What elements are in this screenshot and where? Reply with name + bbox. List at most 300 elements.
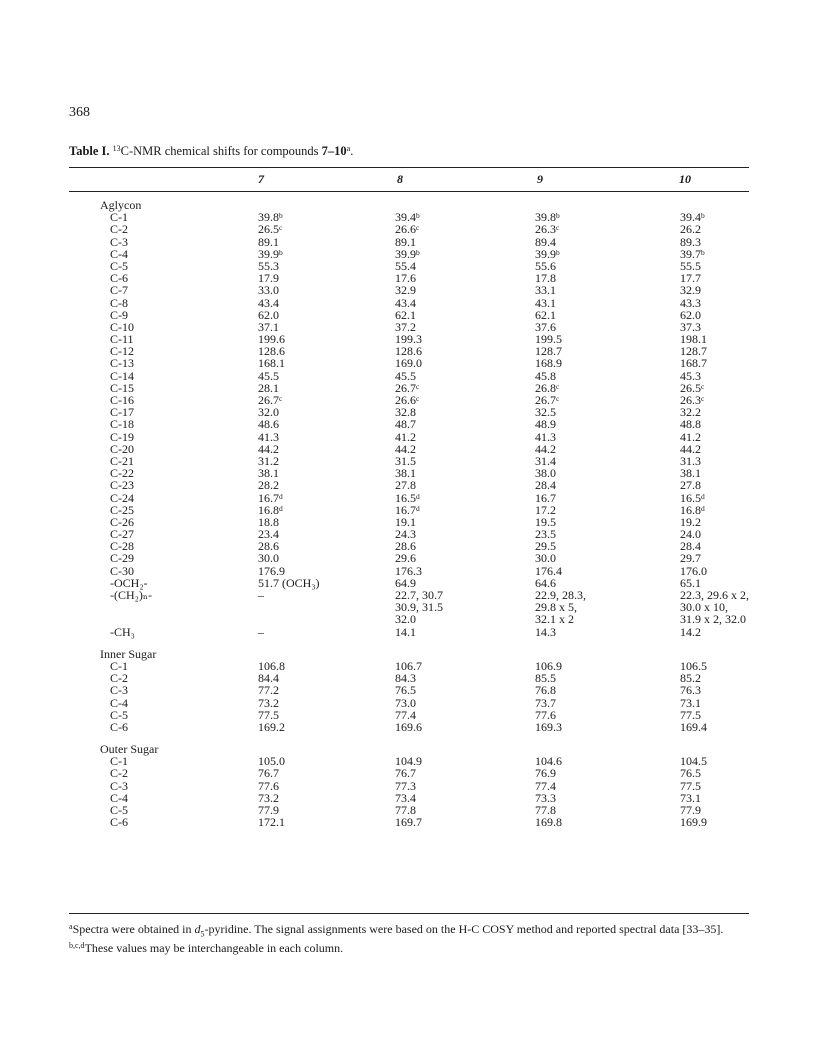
shift-number: 43.4	[395, 295, 416, 310]
shift-number: 19.1	[395, 514, 416, 529]
carbon-label: C-2	[110, 671, 128, 686]
shift-value-10	[680, 626, 701, 638]
shift-number: 32.5	[535, 405, 556, 420]
carbon-label: C-2	[110, 222, 128, 237]
shift-number: 73.1	[680, 790, 701, 805]
shift-number: 73.7	[535, 695, 556, 710]
shift-number: 55.5	[680, 258, 701, 273]
shift-number: 77.6	[258, 778, 279, 793]
shift-number: 38.1	[395, 466, 416, 481]
shift-number: 26.3	[680, 393, 701, 407]
shift-number: 85.2	[680, 671, 701, 686]
shift-number: 31.3	[680, 453, 701, 468]
shift-number: 17.2	[535, 502, 556, 517]
shift-value-10	[680, 816, 707, 828]
shift-number: 168.1	[258, 356, 285, 371]
shift-value-7	[258, 816, 285, 828]
footnote-part1: Spectra were obtained in	[72, 922, 195, 936]
carbon-label: C-5	[110, 803, 128, 817]
shift-number: 16.7	[258, 490, 279, 505]
shift-number: 168.9	[535, 356, 562, 371]
shift-number: 104.5	[680, 754, 707, 769]
shift-number: 62.1	[395, 307, 416, 322]
interchangeable-mark: c	[701, 394, 705, 403]
carbon-label: C-1	[110, 754, 128, 769]
shift-number: 169.4	[680, 719, 707, 734]
interchangeable-mark: b	[416, 211, 420, 221]
shift-number: 32.9	[680, 283, 701, 298]
shift-number: 39.8	[535, 210, 556, 225]
carbon-label: C-19	[110, 429, 134, 444]
carbon-label: C-4	[110, 790, 128, 805]
footnote-mark-bcd: b,c,d	[69, 941, 85, 951]
table-bottom-rule	[69, 913, 749, 914]
shift-number: 44.2	[535, 441, 556, 456]
shift-number: 77.9	[258, 803, 279, 817]
carbon-label: C-5	[110, 258, 128, 273]
shift-number: 77.5	[680, 707, 701, 722]
interchangeable-mark: c	[701, 381, 705, 391]
shift-number: 17.7	[680, 271, 701, 286]
page-number: 368	[69, 105, 90, 120]
shift-number: 89.3	[680, 234, 701, 249]
shift-value-8	[395, 816, 422, 828]
shift-number: 65.1	[680, 575, 701, 590]
interchangeable-mark: c	[279, 394, 283, 403]
shift-number: 48.9	[535, 417, 556, 432]
shift-number: 73.3	[535, 790, 556, 805]
carbon-label: C-1	[110, 658, 128, 673]
shift-value-9	[535, 816, 562, 828]
shift-number: 76.3	[680, 683, 701, 698]
shift-number: 76.5	[395, 683, 416, 698]
shift-number: 176.9	[258, 563, 285, 578]
shift-number: 41.3	[258, 429, 279, 444]
shift-number: 43.4	[258, 295, 279, 310]
shift-number: 23.5	[535, 527, 556, 542]
table-caption	[69, 144, 353, 159]
shift-number: 169.0	[395, 356, 422, 371]
shift-number: 62.1	[535, 307, 556, 322]
shift-value-10	[680, 721, 707, 733]
shift-number: 55.6	[535, 258, 556, 273]
shift-number: 104.9	[395, 754, 422, 769]
shift-number: 76.7	[258, 766, 279, 781]
shift-number: 76.9	[535, 766, 556, 781]
carbon-label: C-24	[110, 490, 134, 505]
section-heading: Outer Sugar	[100, 742, 159, 757]
shift-number: 76.5	[680, 766, 701, 781]
shift-value-9	[535, 626, 556, 638]
section-heading: Inner Sugar	[100, 646, 157, 661]
shift-number: 39.9	[258, 246, 279, 261]
shift-number: 84.3	[395, 671, 416, 686]
shift-number: 22.9, 28.3,	[535, 588, 586, 602]
carbon-label: C-3	[110, 778, 128, 793]
carbon-label: C-18	[110, 417, 134, 432]
shift-number: 22.7, 30.7	[395, 588, 443, 602]
shift-number: 26.6	[395, 393, 416, 407]
section-spacer	[69, 638, 749, 648]
carbon-label: C-6	[110, 719, 128, 734]
shift-number: 169.9	[680, 815, 707, 830]
shift-number: 38.0	[535, 466, 556, 481]
shift-number: 105.0	[258, 754, 285, 769]
shift-value-7	[258, 589, 264, 601]
carbon-label: C-26	[110, 514, 134, 529]
interchangeable-mark: d	[701, 491, 705, 501]
shift-number: 89.4	[535, 234, 556, 249]
shift-number: 16.8	[258, 502, 279, 517]
shift-number: 28.6	[258, 539, 279, 554]
interchangeable-mark: b	[279, 211, 283, 221]
shift-number: 30.0 x 10,	[680, 600, 728, 615]
shift-number: 39.4	[680, 210, 701, 225]
shift-number: –	[258, 588, 264, 602]
carbon-label: C-25	[110, 502, 134, 517]
column-header-10: 10	[679, 172, 691, 186]
shift-number: 128.7	[680, 344, 707, 359]
shift-number: 176.4	[535, 563, 562, 578]
caption-isotope-superscript: 13	[112, 144, 121, 153]
shift-number: 169.6	[395, 719, 422, 734]
shift-number: 39.8	[258, 210, 279, 225]
shift-number: 26.7	[395, 380, 416, 395]
shift-number: 16.7	[395, 502, 416, 517]
shift-number: 31.2	[258, 453, 279, 468]
interchangeable-mark: c	[556, 394, 560, 403]
shift-value-7	[258, 577, 320, 589]
shift-number: 27.8	[395, 478, 416, 493]
shift-number: 27.8	[680, 478, 701, 493]
shift-value-8	[395, 721, 422, 733]
caption-compounds: 7–10	[321, 144, 347, 158]
shift-number: 45.5	[395, 368, 416, 383]
shift-number: 37.3	[680, 319, 701, 334]
interchangeable-mark: d	[416, 491, 420, 501]
shift-number: 76.7	[395, 766, 416, 781]
shift-number: 106.8	[258, 658, 285, 673]
shift-number: 199.3	[395, 332, 422, 347]
table-header-row	[69, 172, 749, 188]
shift-number: 39.9	[395, 246, 416, 261]
shift-number: 45.5	[258, 368, 279, 383]
shift-number: 85.5	[535, 671, 556, 686]
shift-number: 14.3	[535, 624, 556, 639]
interchangeable-mark: c	[556, 223, 560, 233]
shift-number: 62.0	[258, 307, 279, 322]
carbon-label: -OCH₂-	[110, 575, 148, 590]
shift-number: 30.0	[258, 551, 279, 566]
carbon-label: C-12	[110, 344, 134, 359]
shift-number: 198.1	[680, 332, 707, 347]
shift-number: 30.9, 31.5	[395, 600, 443, 615]
shift-number: 76.8	[535, 683, 556, 698]
shift-number: 29.5	[535, 539, 556, 554]
carbon-label: C-22	[110, 466, 134, 481]
shift-number: 26.6	[395, 222, 416, 237]
table-row	[69, 816, 749, 828]
shift-number: 39.4	[395, 210, 416, 225]
interchangeable-mark: d	[279, 491, 283, 501]
shift-number: 77.5	[258, 707, 279, 722]
shift-number: 77.3	[395, 778, 416, 793]
carbon-label: C-7	[110, 283, 128, 298]
shift-number: 26.2	[680, 222, 701, 237]
shift-number: 73.2	[258, 790, 279, 805]
shift-number: 32.0	[395, 612, 416, 627]
shift-number: 28.4	[535, 478, 556, 493]
carbon-label: C-29	[110, 551, 134, 566]
shift-number: 169.3	[535, 719, 562, 734]
shift-number: 24.0	[680, 527, 701, 542]
footnote-part2: -pyridine. The signal assignments were based on the H-C COSY method and reported spectral data [33–35].	[204, 922, 724, 936]
shift-number: 28.1	[258, 380, 279, 395]
carbon-label: C-27	[110, 527, 134, 542]
table-footnote	[69, 922, 749, 956]
shift-number: 38.1	[258, 466, 279, 481]
interchangeable-mark: d	[416, 503, 420, 513]
shift-number: 30.0	[535, 551, 556, 566]
column-header-9: 9	[537, 172, 543, 186]
shift-number: 41.2	[395, 429, 416, 444]
shift-number: 33.0	[258, 283, 279, 298]
shift-number: 73.1	[680, 695, 701, 710]
shift-number: 89.1	[258, 234, 279, 249]
shift-number: 26.3	[535, 222, 556, 237]
shift-number: 29.6	[395, 551, 416, 566]
shift-number: 176.3	[395, 563, 422, 578]
shift-number: 44.2	[395, 441, 416, 456]
shift-number: 14.2	[680, 624, 701, 639]
shift-number: 17.8	[535, 271, 556, 286]
table-top-rule	[69, 167, 749, 168]
carbon-label: C-8	[110, 295, 128, 310]
shift-number: 45.3	[680, 368, 701, 383]
shift-number: 32.8	[395, 405, 416, 420]
shift-number: 106.7	[395, 658, 422, 673]
shift-number: 31.5	[395, 453, 416, 468]
interchangeable-mark: c	[556, 381, 560, 391]
shift-number: 26.7	[258, 393, 279, 407]
shift-number: 16.8	[680, 502, 701, 517]
shift-number: 55.4	[395, 258, 416, 273]
carbon-label: C-15	[110, 380, 134, 395]
shift-number: 32.9	[395, 283, 416, 298]
shift-number: 176.0	[680, 563, 707, 578]
shift-number: 168.7	[680, 356, 707, 371]
shift-number: 28.4	[680, 539, 701, 554]
shift-number: 128.6	[395, 344, 422, 359]
caption-text: C-NMR chemical shifts for compounds	[120, 144, 322, 158]
shift-number: 26.5	[680, 380, 701, 395]
shift-number: 26.7	[535, 393, 556, 407]
shift-number: 41.3	[535, 429, 556, 444]
carbon-label: C-5	[110, 707, 128, 722]
carbon-label: C-17	[110, 405, 134, 420]
table-header-rule	[69, 191, 749, 192]
shift-number: 32.2	[680, 405, 701, 420]
interchangeable-mark: c	[416, 381, 420, 391]
table-row	[69, 626, 749, 638]
interchangeable-mark: c	[416, 223, 420, 233]
table-label: Table I.	[69, 144, 110, 158]
carbon-label: C-1	[110, 210, 128, 225]
shift-number: 19.5	[535, 514, 556, 529]
carbon-label: C-20	[110, 441, 134, 456]
carbon-label: C-2	[110, 766, 128, 781]
footnote-mark-a: a	[69, 922, 73, 931]
shift-number: 73.4	[395, 790, 416, 805]
shift-number: 24.3	[395, 527, 416, 542]
carbon-label: C-4	[110, 246, 128, 261]
shift-number: 77.8	[535, 803, 556, 817]
shift-number: 17.9	[258, 271, 279, 286]
shift-number: 51.7 (OCH₃)	[258, 575, 320, 590]
interchangeable-mark: b	[556, 247, 560, 257]
shift-number: 128.6	[258, 344, 285, 359]
interchangeable-mark: b	[556, 211, 560, 221]
shift-number: 28.2	[258, 478, 279, 493]
section-heading: Aglycon	[100, 198, 142, 212]
carbon-label: C-3	[110, 234, 128, 249]
carbon-label: C-13	[110, 356, 134, 371]
shift-number: 32.0	[258, 405, 279, 420]
shift-number: 14.1	[395, 624, 416, 639]
shift-number: 37.6	[535, 319, 556, 334]
shift-number: 77.4	[535, 778, 556, 793]
shift-number: 84.4	[258, 671, 279, 686]
shift-number: 77.5	[680, 778, 701, 793]
interchangeable-mark: c	[279, 223, 283, 233]
shift-number: 39.7	[680, 246, 701, 261]
shift-number: 199.5	[535, 332, 562, 347]
shift-number: 77.8	[395, 803, 416, 817]
interchangeable-mark: b	[701, 211, 705, 221]
interchangeable-mark: d	[279, 503, 283, 513]
interchangeable-mark: b	[701, 247, 705, 257]
shift-number: 22.3, 29.6 x 2,	[680, 588, 749, 602]
shift-number: 38.1	[680, 466, 701, 481]
carbon-label: C-11	[110, 332, 134, 347]
shift-number: 29.7	[680, 551, 701, 566]
shift-number: 48.8	[680, 417, 701, 432]
carbon-label: -CH₃	[110, 624, 135, 639]
carbon-label: -(CH₂)ₙ-	[110, 588, 153, 602]
shift-number: 48.7	[395, 417, 416, 432]
shift-number: 77.9	[680, 803, 701, 817]
shift-number: 44.2	[258, 441, 279, 456]
shift-number: 106.9	[535, 658, 562, 673]
footnote-solvent-subscript: 5	[200, 929, 205, 939]
shift-number: 45.8	[535, 368, 556, 383]
shift-number: 73.0	[395, 695, 416, 710]
shift-number: 199.6	[258, 332, 285, 347]
interchangeable-mark: b	[416, 247, 420, 257]
shift-number: 64.9	[395, 575, 416, 590]
shift-number: 104.6	[535, 754, 562, 769]
carbon-label: C-6	[110, 815, 128, 830]
shift-number: 106.5	[680, 658, 707, 673]
shift-number: 169.2	[258, 719, 285, 734]
carbon-label: C-30	[110, 563, 134, 578]
shift-number: 26.5	[258, 222, 279, 237]
shift-number: 62.0	[680, 307, 701, 322]
shift-value-8	[395, 626, 416, 638]
shift-number: 28.6	[395, 539, 416, 554]
shift-value-9	[535, 721, 562, 733]
shift-number: 31.9 x 2, 32.0	[680, 612, 746, 627]
shift-number: 44.2	[680, 441, 701, 456]
shift-number: 48.6	[258, 417, 279, 432]
footnote-solvent: d	[194, 922, 201, 936]
carbon-label: C-6	[110, 271, 128, 286]
shift-number: 55.3	[258, 258, 279, 273]
shift-number: 37.2	[395, 319, 416, 334]
shift-number: 77.4	[395, 707, 416, 722]
interchangeable-mark: c	[416, 394, 420, 403]
carbon-label: C-28	[110, 539, 134, 554]
shift-number: 169.8	[535, 815, 562, 830]
shift-number: 169.7	[395, 815, 422, 830]
shift-number: 33.1	[535, 283, 556, 298]
shift-number: 89.1	[395, 234, 416, 249]
caption-note-mark: a	[346, 144, 351, 153]
shift-number: 77.6	[535, 707, 556, 722]
shift-number: 43.1	[535, 295, 556, 310]
shift-number: –	[258, 624, 264, 639]
shift-number: 23.4	[258, 527, 279, 542]
table-row	[69, 721, 749, 733]
shift-number: 128.7	[535, 344, 562, 359]
carbon-label: C-10	[110, 319, 134, 334]
shift-number: 18.8	[258, 514, 279, 529]
column-header-7: 7	[258, 172, 264, 186]
shift-number: 19.2	[680, 514, 701, 529]
shift-number: 41.2	[680, 429, 701, 444]
shift-number: 43.3	[680, 295, 701, 310]
footnote-part3: These values may be interchangeable in each column.	[84, 941, 344, 956]
caption-end: .	[350, 144, 354, 158]
shift-number: 64.6	[535, 575, 556, 590]
interchangeable-mark: b	[279, 247, 283, 257]
section-spacer	[69, 733, 749, 743]
carbon-label: C-23	[110, 478, 134, 493]
carbon-label: C-16	[110, 393, 134, 407]
carbon-label: C-14	[110, 368, 134, 383]
shift-value-7	[258, 721, 285, 733]
interchangeable-mark: d	[701, 503, 705, 513]
shift-number: 16.5	[680, 490, 701, 505]
shift-value-7	[258, 626, 264, 638]
shift-number: 39.9	[535, 246, 556, 261]
shift-number: 32.1 x 2	[535, 612, 574, 627]
shift-number: 16.7	[535, 490, 556, 505]
shift-number: 26.8	[535, 380, 556, 395]
column-header-8: 8	[397, 172, 403, 186]
shift-number: 17.6	[395, 271, 416, 286]
carbon-label: C-3	[110, 683, 128, 698]
shift-number: 77.2	[258, 683, 279, 698]
carbon-label: C-21	[110, 453, 134, 468]
shift-number: 31.4	[535, 453, 556, 468]
carbon-label: C-4	[110, 695, 128, 710]
shift-number: 73.2	[258, 695, 279, 710]
shift-number: 29.8 x 5,	[535, 600, 577, 615]
carbon-label: C-9	[110, 307, 128, 322]
nmr-shift-table-body	[69, 199, 749, 828]
shift-number: 37.1	[258, 319, 279, 334]
